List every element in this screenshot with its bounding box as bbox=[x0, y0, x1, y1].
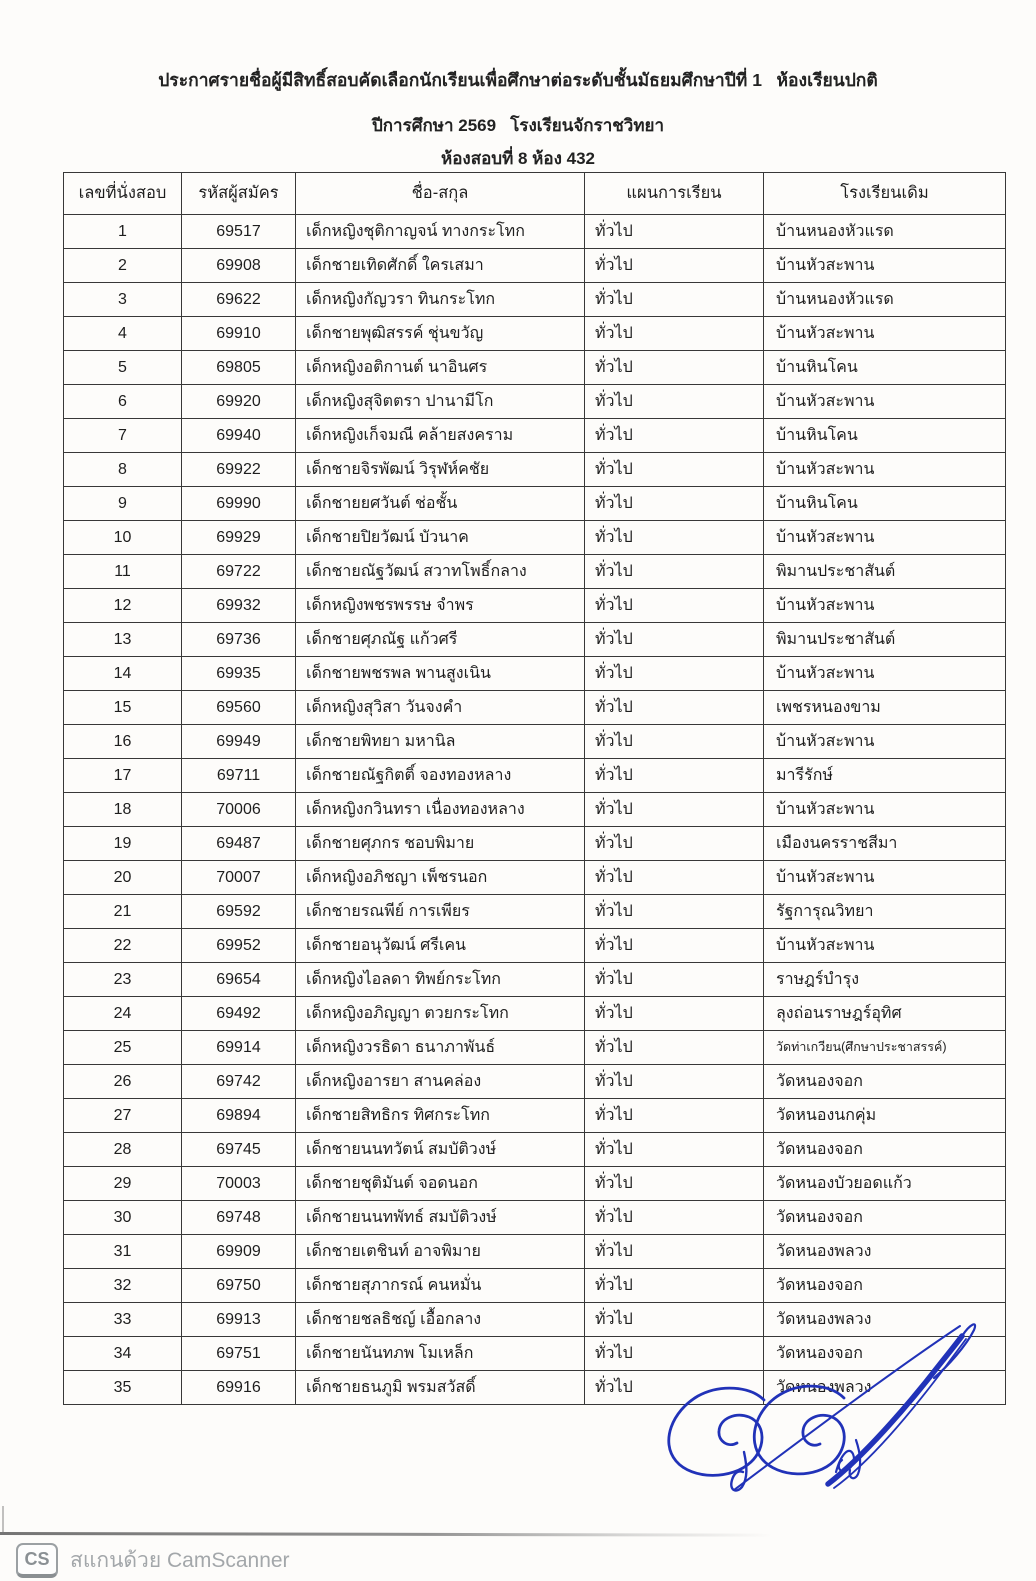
table-cell: เด็กชายเทิดศักดิ์ ใครเสมา bbox=[296, 249, 585, 283]
table-cell: 69805 bbox=[182, 351, 296, 385]
table-cell: บ้านหนองหัวแรด bbox=[764, 215, 1006, 249]
table-cell: บ้านหัวสะพาน bbox=[764, 249, 1006, 283]
table-cell: เด็กหญิงวรธิดา ธนาภาพันธ์ bbox=[296, 1031, 585, 1065]
table-cell: วัดหนองพลวง bbox=[764, 1235, 1006, 1269]
table-cell: บ้านหัวสะพาน bbox=[764, 793, 1006, 827]
table-cell: เด็กชายรณพีย์ การเพียร bbox=[296, 895, 585, 929]
camscanner-footer bbox=[16, 1542, 290, 1578]
table-cell: 10 bbox=[64, 521, 182, 555]
table-cell: วัดหนองบัวยอดแก้ว bbox=[764, 1167, 1006, 1201]
table-cell: เมืองนครราชสีมา bbox=[764, 827, 1006, 861]
table-cell: บ้านหัวสะพาน bbox=[764, 929, 1006, 963]
table-cell: 24 bbox=[64, 997, 182, 1031]
table-cell: 27 bbox=[64, 1099, 182, 1133]
table-cell: เด็กชายอนุวัฒน์ ศรีเคน bbox=[296, 929, 585, 963]
table-cell: เด็กหญิงกัญวรา ทินกระโทก bbox=[296, 283, 585, 317]
table-cell: ทั่วไป bbox=[585, 997, 764, 1031]
table-cell: เด็กชายณัฐกิตติ์ จองทองหลาง bbox=[296, 759, 585, 793]
table-cell: เด็กชายพชรพล พานสูงเนิน bbox=[296, 657, 585, 691]
table-cell: เด็กหญิงชุติกาญจน์ ทางกระโทก bbox=[296, 215, 585, 249]
table-cell: 6 bbox=[64, 385, 182, 419]
table-cell: 69940 bbox=[182, 419, 296, 453]
table-cell: มารีรักษ์ bbox=[764, 759, 1006, 793]
table-cell: ทั่วไป bbox=[585, 1099, 764, 1133]
table-cell: 69909 bbox=[182, 1235, 296, 1269]
table-cell: 70007 bbox=[182, 861, 296, 895]
table-cell: เด็กชายสุภากรณ์ คนหมั่น bbox=[296, 1269, 585, 1303]
table-cell: วัดหนองจอก bbox=[764, 1337, 1006, 1371]
table-cell: เด็กชายนันทภพ โมเหล็ก bbox=[296, 1337, 585, 1371]
table-cell: ทั่วไป bbox=[585, 1031, 764, 1065]
table-cell: ทั่วไป bbox=[585, 521, 764, 555]
column-header-applicant-code: รหัสผู้สมัคร bbox=[182, 173, 296, 215]
document-title-line-2: ปีการศึกษา 2569 โรงเรียนจักราชวิทยา bbox=[371, 116, 665, 135]
table-cell: ราษฎร์บำรุง bbox=[764, 963, 1006, 997]
table-cell: บ้านหัวสะพาน bbox=[764, 385, 1006, 419]
table-row bbox=[64, 453, 1006, 487]
table-cell: 15 bbox=[64, 691, 182, 725]
table-row bbox=[64, 861, 1006, 895]
table-cell: ทั่วไป bbox=[585, 283, 764, 317]
table-cell: ทั่วไป bbox=[585, 759, 764, 793]
table-cell: ทั่วไป bbox=[585, 453, 764, 487]
table-cell: ทั่วไป bbox=[585, 215, 764, 249]
table-cell: เด็กชายชลธิชญ์ เอื้อกลาง bbox=[296, 1303, 585, 1337]
table-cell: เด็กชายพุฒิสรรค์ ชุ่นขวัญ bbox=[296, 317, 585, 351]
table-cell: ทั่วไป bbox=[585, 1133, 764, 1167]
table-cell: ทั่วไป bbox=[585, 249, 764, 283]
table-cell: 22 bbox=[64, 929, 182, 963]
table-row bbox=[64, 793, 1006, 827]
table-cell: 34 bbox=[64, 1337, 182, 1371]
table-cell: บ้านหัวสะพาน bbox=[764, 453, 1006, 487]
scan-page-edge-corner bbox=[2, 1506, 4, 1534]
table-cell: เด็กหญิงพชรพรรษ จำพร bbox=[296, 589, 585, 623]
table-cell: 33 bbox=[64, 1303, 182, 1337]
table-cell: เด็กหญิงอภิญญา ตวยกระโทก bbox=[296, 997, 585, 1031]
table-cell: วัดท่าเกวียน(ศึกษาประชาสรรค์) bbox=[764, 1031, 1006, 1065]
table-cell: 28 bbox=[64, 1133, 182, 1167]
table-cell: 69932 bbox=[182, 589, 296, 623]
table-cell: 9 bbox=[64, 487, 182, 521]
table-row bbox=[64, 487, 1006, 521]
table-row bbox=[64, 1303, 1006, 1337]
table-row bbox=[64, 1337, 1006, 1371]
table-row bbox=[64, 623, 1006, 657]
document-title-line-3: ห้องสอบที่ 8 ห้อง 432 bbox=[440, 149, 595, 168]
table-cell: ทั่วไป bbox=[585, 555, 764, 589]
table-row bbox=[64, 555, 1006, 589]
table-cell: เด็กหญิงอภิชญา เพ็ชรนอก bbox=[296, 861, 585, 895]
table-cell: ทั่วไป bbox=[585, 963, 764, 997]
table-cell: บ้านหินโคน bbox=[764, 487, 1006, 521]
table-cell: ทั่วไป bbox=[585, 827, 764, 861]
column-header-name: ชื่อ-สกุล bbox=[296, 173, 585, 215]
table-row bbox=[64, 351, 1006, 385]
table-cell: 69592 bbox=[182, 895, 296, 929]
table-row bbox=[64, 1371, 1006, 1405]
table-row bbox=[64, 1167, 1006, 1201]
student-table-body bbox=[64, 215, 1006, 1405]
table-cell: เด็กชายศุภกร ชอบพิมาย bbox=[296, 827, 585, 861]
table-cell: เด็กชายนนทวัตน์ สมบัติวงษ์ bbox=[296, 1133, 585, 1167]
table-cell: เด็กชายเตชินท์ อาจพิมาย bbox=[296, 1235, 585, 1269]
table-row bbox=[64, 1133, 1006, 1167]
table-cell: 69487 bbox=[182, 827, 296, 861]
table-cell: พิมานประชาสันต์ bbox=[764, 555, 1006, 589]
table-row bbox=[64, 725, 1006, 759]
table-cell: ทั่วไป bbox=[585, 657, 764, 691]
table-cell: 26 bbox=[64, 1065, 182, 1099]
table-row bbox=[64, 283, 1006, 317]
table-cell: บ้านหัวสะพาน bbox=[764, 861, 1006, 895]
table-cell: ทั่วไป bbox=[585, 1303, 764, 1337]
table-cell: บ้านหัวสะพาน bbox=[764, 657, 1006, 691]
table-cell: 12 bbox=[64, 589, 182, 623]
table-cell: 8 bbox=[64, 453, 182, 487]
table-cell: 69922 bbox=[182, 453, 296, 487]
table-cell: เด็กชายศุภณัฐ แก้วศรี bbox=[296, 623, 585, 657]
table-cell: 70003 bbox=[182, 1167, 296, 1201]
table-cell: 19 bbox=[64, 827, 182, 861]
table-row bbox=[64, 249, 1006, 283]
table-cell: 5 bbox=[64, 351, 182, 385]
table-cell: เด็กชายจิรพัฒน์ วิรุฬห์คชัย bbox=[296, 453, 585, 487]
table-cell: วัดหนองจอก bbox=[764, 1133, 1006, 1167]
table-row bbox=[64, 1099, 1006, 1133]
scan-page-edge-line bbox=[0, 1532, 772, 1536]
table-cell: 25 bbox=[64, 1031, 182, 1065]
table-cell: 69560 bbox=[182, 691, 296, 725]
table-cell: ลุงถ่อนราษฎร์อุทิศ bbox=[764, 997, 1006, 1031]
table-row bbox=[64, 997, 1006, 1031]
table-row bbox=[64, 895, 1006, 929]
table-row bbox=[64, 1269, 1006, 1303]
document-title-line-1: ประกาศรายชื่อผู้มีสิทธิ์สอบคัดเลือกนักเรียนเพื่อศึกษาต่อระดับชั้นมัธยมศึกษาปีที่ 1 ห้องเรียนปกติ bbox=[158, 70, 878, 90]
table-cell: ทั่วไป bbox=[585, 691, 764, 725]
table-cell: 69517 bbox=[182, 215, 296, 249]
table-cell: 69949 bbox=[182, 725, 296, 759]
table-cell: เพชรหนองขาม bbox=[764, 691, 1006, 725]
table-cell: ทั่วไป bbox=[585, 419, 764, 453]
table-cell: รัฐการุณวิทยา bbox=[764, 895, 1006, 929]
table-row bbox=[64, 521, 1006, 555]
table-cell: เด็กหญิงกวินทรา เนื่องทองหลาง bbox=[296, 793, 585, 827]
table-row bbox=[64, 1031, 1006, 1065]
table-cell: เด็กหญิงสุจิตตรา ปานามีโก bbox=[296, 385, 585, 419]
table-cell: เด็กหญิงอารยา สานคล่อง bbox=[296, 1065, 585, 1099]
table-cell: 70006 bbox=[182, 793, 296, 827]
table-cell: ทั่วไป bbox=[585, 1337, 764, 1371]
table-cell: 69736 bbox=[182, 623, 296, 657]
table-cell: เด็กหญิงเก็จมณี คล้ายสงคราม bbox=[296, 419, 585, 453]
column-header-seat-number: เลขที่นั่งสอบ bbox=[64, 173, 182, 215]
table-cell: วัดหนองจอก bbox=[764, 1201, 1006, 1235]
table-cell: 69929 bbox=[182, 521, 296, 555]
column-header-former-school: โรงเรียนเดิม bbox=[764, 173, 1006, 215]
table-cell: ทั่วไป bbox=[585, 317, 764, 351]
table-cell: 69894 bbox=[182, 1099, 296, 1133]
table-cell: 69492 bbox=[182, 997, 296, 1031]
table-cell: 20 bbox=[64, 861, 182, 895]
table-row bbox=[64, 589, 1006, 623]
table-cell: 69920 bbox=[182, 385, 296, 419]
table-cell: ทั่วไป bbox=[585, 1065, 764, 1099]
table-cell: เด็กชายปิยวัฒน์ บัวนาค bbox=[296, 521, 585, 555]
table-cell: บ้านหนองหัวแรด bbox=[764, 283, 1006, 317]
table-cell: ทั่วไป bbox=[585, 487, 764, 521]
table-cell: เด็กชายณัฐวัฒน์ สวาทโพธิ์กลาง bbox=[296, 555, 585, 589]
table-cell: 3 bbox=[64, 283, 182, 317]
table-cell: 69913 bbox=[182, 1303, 296, 1337]
table-cell: ทั่วไป bbox=[585, 1269, 764, 1303]
table-cell: วัดหนองนกคุ่ม bbox=[764, 1099, 1006, 1133]
table-cell: ทั่วไป bbox=[585, 589, 764, 623]
table-cell: บ้านหัวสะพาน bbox=[764, 589, 1006, 623]
table-cell: 69952 bbox=[182, 929, 296, 963]
table-cell: เด็กหญิงอติกานต์ นาอินศร bbox=[296, 351, 585, 385]
table-cell: 69908 bbox=[182, 249, 296, 283]
table-cell: 69910 bbox=[182, 317, 296, 351]
table-cell: บ้านหัวสะพาน bbox=[764, 317, 1006, 351]
table-cell: ทั่วไป bbox=[585, 1201, 764, 1235]
table-cell: 32 bbox=[64, 1269, 182, 1303]
table-cell: 69916 bbox=[182, 1371, 296, 1405]
table-cell: 29 bbox=[64, 1167, 182, 1201]
table-cell: 69622 bbox=[182, 283, 296, 317]
table-cell: พิมานประชาสันต์ bbox=[764, 623, 1006, 657]
table-cell: ทั่วไป bbox=[585, 351, 764, 385]
table-cell: 2 bbox=[64, 249, 182, 283]
table-cell: ทั่วไป bbox=[585, 1167, 764, 1201]
table-cell: 35 bbox=[64, 1371, 182, 1405]
camscanner-logo-icon: CS bbox=[16, 1543, 58, 1578]
table-cell: 69748 bbox=[182, 1201, 296, 1235]
table-row bbox=[64, 827, 1006, 861]
table-cell: 69742 bbox=[182, 1065, 296, 1099]
table-cell: บ้านหัวสะพาน bbox=[764, 725, 1006, 759]
table-cell: วัดหนองพลวง bbox=[764, 1303, 1006, 1337]
table-row bbox=[64, 419, 1006, 453]
table-row bbox=[64, 929, 1006, 963]
table-cell: วัดหนองจอก bbox=[764, 1269, 1006, 1303]
table-row bbox=[64, 1235, 1006, 1269]
table-cell: 69654 bbox=[182, 963, 296, 997]
table-row bbox=[64, 385, 1006, 419]
table-cell: 69750 bbox=[182, 1269, 296, 1303]
table-cell: เด็กชายธนภูมิ พรมสวัสดิ์ bbox=[296, 1371, 585, 1405]
table-cell: เด็กหญิงสุวิสา วันจงคำ bbox=[296, 691, 585, 725]
table-cell: วัดหนองจอก bbox=[764, 1065, 1006, 1099]
table-cell: 17 bbox=[64, 759, 182, 793]
column-header-study-plan: แผนการเรียน bbox=[585, 173, 764, 215]
table-cell: 30 bbox=[64, 1201, 182, 1235]
table-cell: วัดหนองพลวง bbox=[764, 1371, 1006, 1405]
table-cell: 69711 bbox=[182, 759, 296, 793]
table-cell: 1 bbox=[64, 215, 182, 249]
table-row bbox=[64, 1065, 1006, 1099]
table-cell: 21 bbox=[64, 895, 182, 929]
table-cell: ทั่วไป bbox=[585, 623, 764, 657]
table-cell: 69722 bbox=[182, 555, 296, 589]
table-cell: ทั่วไป bbox=[585, 1371, 764, 1405]
table-cell: 69745 bbox=[182, 1133, 296, 1167]
table-row bbox=[64, 759, 1006, 793]
table-row bbox=[64, 215, 1006, 249]
camscanner-attribution-text: สแกนด้วย CamScanner bbox=[70, 1548, 290, 1572]
table-cell: 18 bbox=[64, 793, 182, 827]
table-cell: 69914 bbox=[182, 1031, 296, 1065]
table-row bbox=[64, 317, 1006, 351]
table-cell: 23 bbox=[64, 963, 182, 997]
table-cell: 4 bbox=[64, 317, 182, 351]
table-cell: บ้านหัวสะพาน bbox=[764, 521, 1006, 555]
table-cell: 69990 bbox=[182, 487, 296, 521]
table-cell: 13 bbox=[64, 623, 182, 657]
student-table bbox=[63, 172, 1006, 1405]
table-cell: ทั่วไป bbox=[585, 929, 764, 963]
table-row bbox=[64, 963, 1006, 997]
table-cell: 14 bbox=[64, 657, 182, 691]
table-row bbox=[64, 691, 1006, 725]
table-cell: 69935 bbox=[182, 657, 296, 691]
table-cell: ทั่วไป bbox=[585, 793, 764, 827]
table-cell: เด็กชายสิทธิกร ทิศกระโทก bbox=[296, 1099, 585, 1133]
table-cell: ทั่วไป bbox=[585, 385, 764, 419]
table-cell: 7 bbox=[64, 419, 182, 453]
table-cell: ทั่วไป bbox=[585, 725, 764, 759]
table-cell: 11 bbox=[64, 555, 182, 589]
table-cell: 31 bbox=[64, 1235, 182, 1269]
table-cell: บ้านหินโคน bbox=[764, 351, 1006, 385]
table-cell: ทั่วไป bbox=[585, 895, 764, 929]
table-cell: เด็กชายยศวันต์ ช่อชั้น bbox=[296, 487, 585, 521]
table-cell: บ้านหินโคน bbox=[764, 419, 1006, 453]
table-cell: เด็กชายพิทยา มหานิล bbox=[296, 725, 585, 759]
table-row bbox=[64, 1201, 1006, 1235]
table-cell: 16 bbox=[64, 725, 182, 759]
table-cell: เด็กชายนนทพัทธ์ สมบัติวงษ์ bbox=[296, 1201, 585, 1235]
table-row bbox=[64, 657, 1006, 691]
table-cell: 69751 bbox=[182, 1337, 296, 1371]
table-cell: เด็กชายชุติมันต์ จอดนอก bbox=[296, 1167, 585, 1201]
table-cell: เด็กหญิงไอลดา ทิพย์กระโทก bbox=[296, 963, 585, 997]
table-cell: ทั่วไป bbox=[585, 861, 764, 895]
table-cell: ทั่วไป bbox=[585, 1235, 764, 1269]
table-header-row bbox=[64, 173, 1006, 215]
